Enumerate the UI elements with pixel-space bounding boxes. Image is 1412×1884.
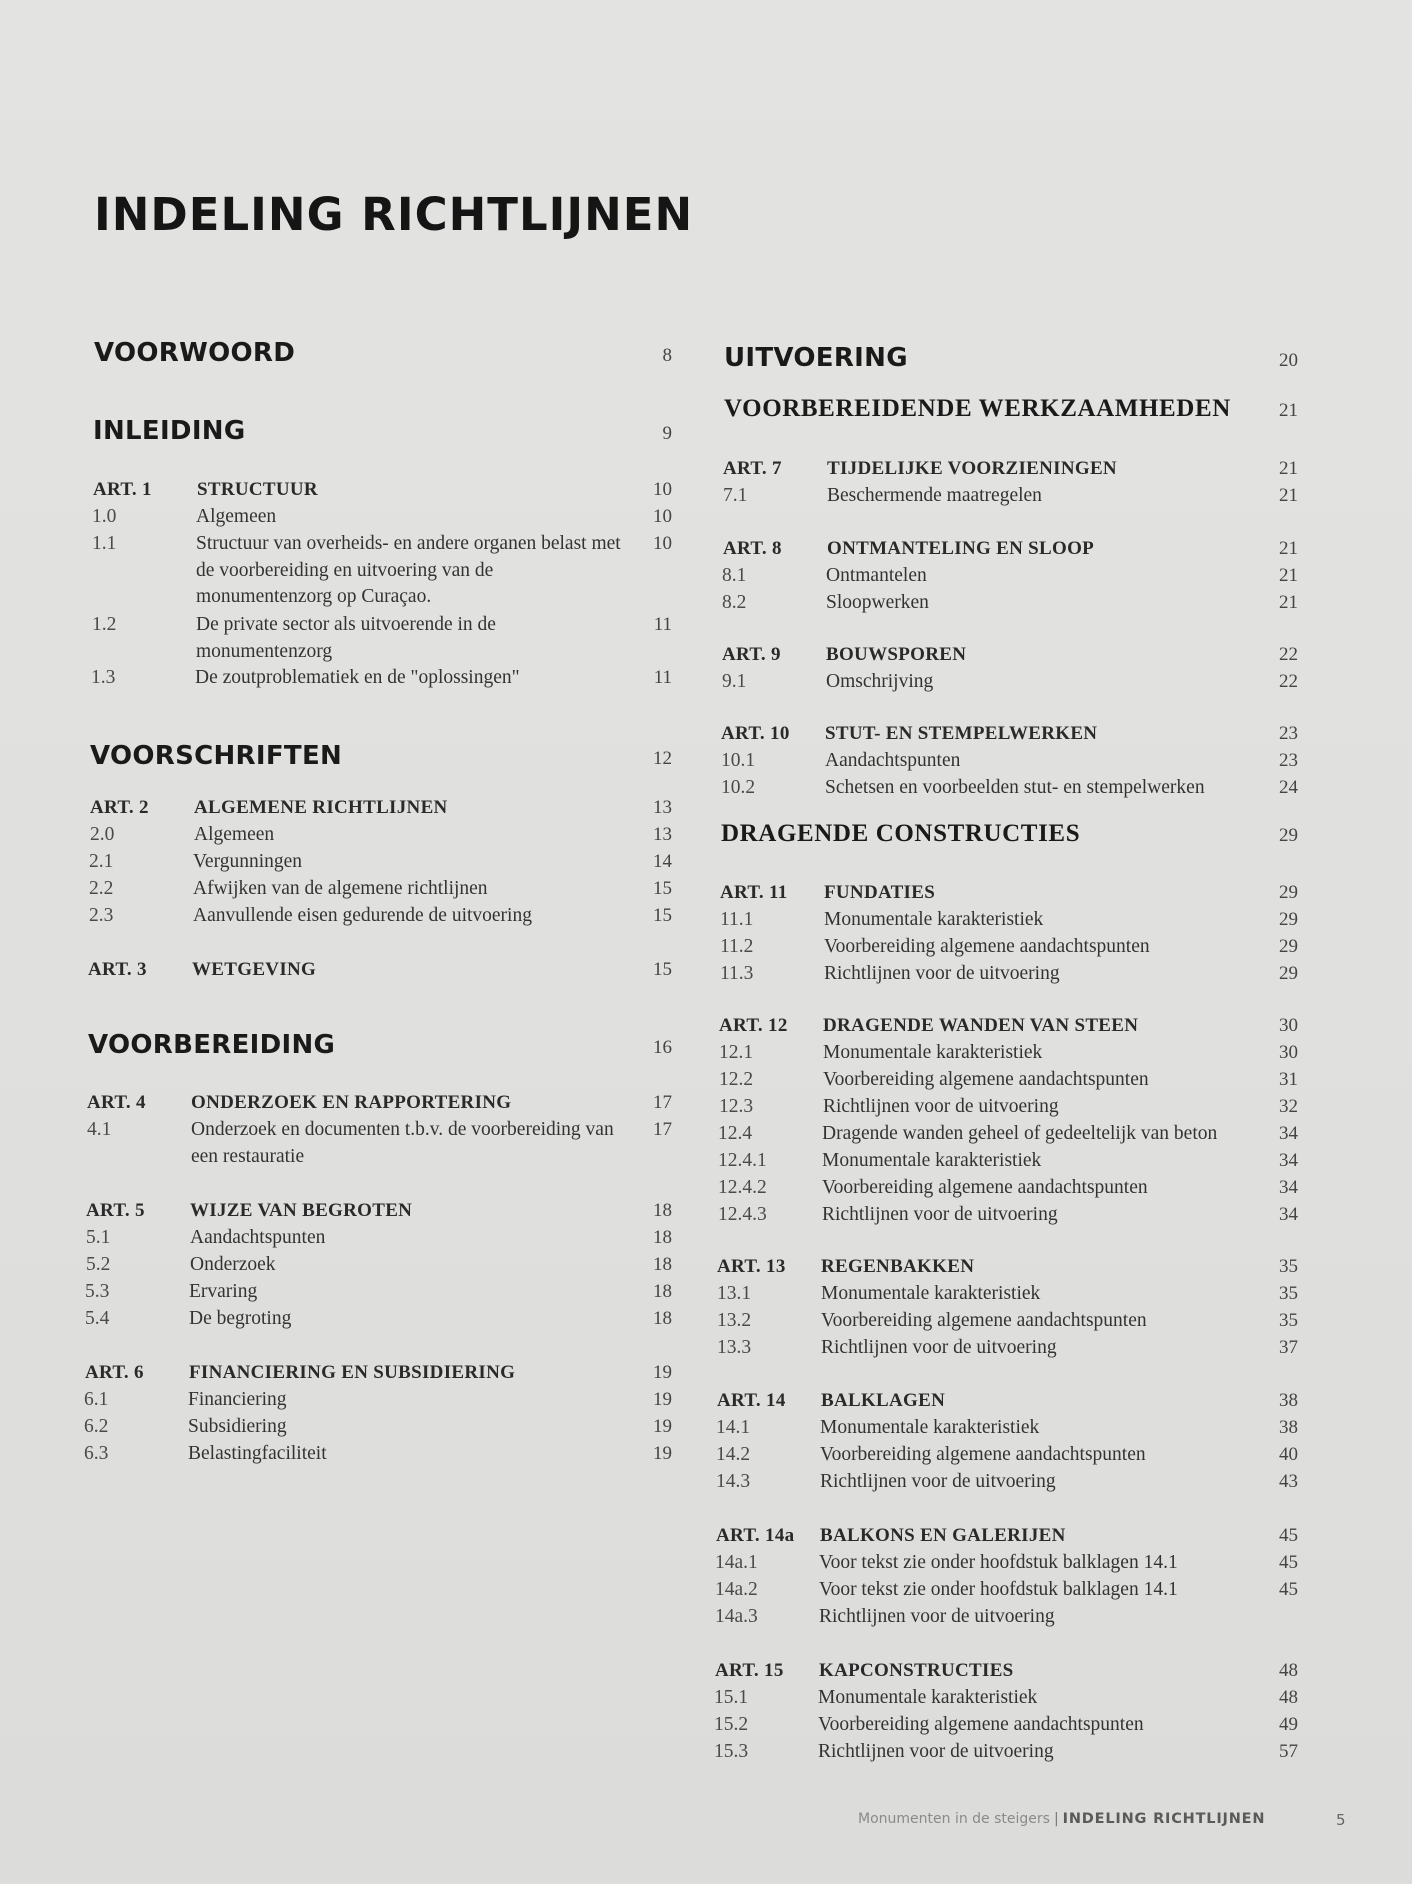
toc-page-number: 17 [653, 1119, 672, 1140]
toc-item-number: 8.2 [722, 592, 747, 613]
toc-item-label: Richtlijnen voor de uitvoering [819, 1606, 1055, 1627]
toc-item-label: Schetsen en voorbeelden stut- en stempelwerken [825, 777, 1205, 798]
toc-item-number: 14.1 [716, 1417, 751, 1438]
toc-item-number: 15.2 [714, 1714, 749, 1735]
toc-page-number: 29 [1279, 936, 1298, 957]
toc-item-number: 13.3 [717, 1337, 752, 1358]
toc-entry-row[interactable] [716, 1415, 1298, 1442]
toc-item-number: 14a.2 [715, 1579, 758, 1600]
footer-separator: | [1053, 1811, 1059, 1827]
toc-item-label: Omschrijving [826, 671, 934, 692]
toc-section-heading[interactable] [724, 343, 1298, 373]
toc-entry-row[interactable] [92, 531, 672, 611]
toc-entry-row[interactable] [92, 612, 672, 665]
toc-item-label: REGENBAKKEN [821, 1256, 975, 1277]
toc-entry-row[interactable] [716, 1469, 1298, 1496]
toc-item-number: 1.3 [91, 667, 116, 688]
toc-section-heading[interactable] [90, 741, 672, 771]
toc-page-number: 11 [653, 667, 672, 688]
toc-entry-row[interactable] [722, 563, 1298, 590]
toc-item-number: 8.1 [722, 565, 747, 586]
toc-section-heading[interactable] [724, 395, 1298, 423]
toc-entry-row[interactable] [86, 1252, 672, 1279]
toc-entry-row[interactable] [719, 1094, 1298, 1121]
toc-page-number: 17 [653, 1092, 672, 1113]
toc-section-heading[interactable] [93, 416, 672, 446]
toc-item-label: WIJZE VAN BEGROTEN [190, 1200, 413, 1221]
toc-page-number: 15 [653, 959, 672, 980]
toc-item-number: 6.3 [84, 1443, 109, 1464]
toc-page-number: 29 [1279, 825, 1298, 846]
toc-entry-row[interactable] [84, 1414, 672, 1441]
toc-page-number: 18 [653, 1227, 672, 1248]
toc-item-label: Ervaring [189, 1281, 258, 1302]
toc-page-number: 34 [1279, 1123, 1298, 1144]
toc-item-number: 11.2 [720, 936, 754, 957]
toc-entry-row[interactable] [719, 1040, 1298, 1067]
toc-item-label: TIJDELIJKE VOORZIENINGEN [827, 458, 1117, 479]
toc-entry-row[interactable] [714, 1739, 1298, 1766]
toc-page-number: 24 [1279, 777, 1298, 798]
toc-item-label: Beschermende maatregelen [827, 485, 1042, 506]
toc-item-number: 1.1 [92, 533, 117, 554]
toc-section-label: VOORBEREIDENDE WERKZAAMHEDEN [724, 395, 1231, 422]
toc-section-heading[interactable] [94, 338, 672, 368]
toc-entry-row[interactable] [721, 775, 1298, 802]
toc-item-label: Algemeen [196, 506, 277, 527]
toc-page-number: 9 [662, 423, 672, 444]
toc-entry-row[interactable] [714, 1685, 1298, 1712]
toc-article-row[interactable] [716, 1523, 1298, 1550]
toc-item-label: Aanvullende eisen gedurende de uitvoering [193, 905, 532, 926]
toc-item-number: 14.3 [716, 1471, 751, 1492]
toc-article-row[interactable] [88, 957, 672, 984]
toc-item-label: Algemeen [194, 824, 275, 845]
toc-article-row[interactable] [721, 721, 1298, 748]
toc-item-number: 5.4 [85, 1308, 110, 1329]
toc-page-number: 29 [1279, 882, 1298, 903]
toc-item-label: Richtlijnen voor de uitvoering [823, 1096, 1059, 1117]
footer-chapter: INDELING RICHTLIJNEN [1062, 1811, 1266, 1827]
toc-item-label: STUT- EN STEMPELWERKEN [825, 723, 1098, 744]
toc-page-number: 22 [1279, 644, 1298, 665]
toc-entry-row[interactable] [86, 1225, 672, 1252]
page-title: INDELING RICHTLIJNEN [94, 188, 694, 241]
toc-entry-row[interactable] [717, 1281, 1298, 1308]
toc-item-number: 10.2 [721, 777, 756, 798]
toc-item-number: 12.3 [719, 1096, 754, 1117]
toc-page-number: 10 [653, 533, 672, 554]
toc-item-number: 2.1 [89, 851, 114, 872]
page-number: 5 [1336, 1811, 1346, 1829]
toc-item-label: Ontmantelen [826, 565, 927, 586]
toc-item-number: 11.1 [720, 909, 754, 930]
toc-entry-row[interactable] [89, 903, 672, 930]
toc-page-number: 21 [1279, 485, 1298, 506]
toc-article-row[interactable] [87, 1090, 672, 1117]
toc-page-number: 21 [1279, 565, 1298, 586]
toc-item-number: 12.1 [719, 1042, 754, 1063]
toc-item-label: Richtlijnen voor de uitvoering [824, 963, 1060, 984]
toc-item-label: Monumentale karakteristiek [821, 1283, 1041, 1304]
toc-page-number: 13 [653, 824, 672, 845]
toc-item-number: ART. 10 [721, 723, 790, 744]
toc-item-label: WETGEVING [192, 959, 317, 980]
toc-item-number: 5.1 [86, 1227, 111, 1248]
toc-item-number: 15.3 [714, 1741, 749, 1762]
toc-page-number: 19 [653, 1443, 672, 1464]
toc-item-label: Structuur van overheids- en andere organen belast met de voorbereiding en uitvoering van de monumentenzorg op Curaçao. [196, 533, 621, 607]
toc-article-row[interactable] [717, 1254, 1298, 1281]
toc-item-label: FUNDATIES [824, 882, 936, 903]
toc-page-number: 16 [653, 1037, 672, 1058]
toc-item-label: Afwijken van de algemene richtlijnen [193, 878, 488, 899]
toc-page-number: 11 [653, 614, 672, 635]
toc-item-label: Monumentale karakteristiek [820, 1417, 1040, 1438]
toc-page-number: 48 [1279, 1660, 1298, 1681]
toc-item-number: 6.2 [84, 1416, 109, 1437]
toc-item-label: Voor tekst zie onder hoofdstuk balklagen 14.1 [819, 1579, 1178, 1600]
toc-entry-row[interactable] [87, 1117, 672, 1170]
toc-article-row[interactable] [86, 1198, 672, 1225]
toc-item-label: De begroting [189, 1308, 292, 1329]
toc-item-label: BOUWSPOREN [826, 644, 967, 665]
toc-item-number: ART. 1 [93, 479, 152, 500]
toc-entry-row[interactable] [721, 748, 1298, 775]
toc-item-number: ART. 11 [720, 882, 788, 903]
toc-page-number: 45 [1279, 1552, 1298, 1573]
toc-item-number: 2.3 [89, 905, 114, 926]
toc-page-number: 45 [1279, 1579, 1298, 1600]
toc-page-number: 29 [1279, 963, 1298, 984]
toc-entry-row[interactable] [718, 1175, 1298, 1202]
toc-item-label: KAPCONSTRUCTIES [819, 1660, 1014, 1681]
toc-entry-row[interactable] [715, 1577, 1298, 1604]
toc-item-number: 2.2 [89, 878, 114, 899]
toc-item-label: BALKLAGEN [821, 1390, 946, 1411]
toc-page-number: 37 [1279, 1337, 1298, 1358]
toc-entry-row[interactable] [723, 483, 1298, 510]
toc-page-number: 19 [653, 1416, 672, 1437]
toc-page-number: 19 [653, 1389, 672, 1410]
toc-article-row[interactable] [719, 1013, 1298, 1040]
toc-item-label: Sloopwerken [826, 592, 929, 613]
toc-item-number: 12.2 [719, 1069, 754, 1090]
toc-section-label: UITVOERING [724, 343, 908, 373]
toc-entry-row[interactable] [90, 822, 672, 849]
toc-page-number: 18 [653, 1308, 672, 1329]
toc-item-label: Richtlijnen voor de uitvoering [818, 1741, 1054, 1762]
toc-entry-row[interactable] [85, 1306, 672, 1333]
toc-entry-row[interactable] [720, 907, 1298, 934]
toc-entry-row[interactable] [89, 876, 672, 903]
running-footer [858, 1811, 1265, 1827]
toc-page-number: 23 [1279, 750, 1298, 771]
toc-page-number: 8 [662, 345, 672, 366]
toc-item-number: 11.3 [720, 963, 754, 984]
toc-page-number: 21 [1279, 458, 1298, 479]
toc-page-number: 49 [1279, 1714, 1298, 1735]
footer-book-title: Monumenten in de steigers [858, 1811, 1050, 1827]
toc-article-row[interactable] [93, 477, 672, 504]
toc-item-number: 4.1 [87, 1119, 112, 1140]
toc-item-number: ART. 5 [86, 1200, 145, 1221]
toc-item-label: Aandachtspunten [825, 750, 961, 771]
toc-item-number: 12.4.3 [718, 1204, 767, 1225]
toc-page-number: 57 [1279, 1741, 1298, 1762]
toc-page-number: 15 [653, 878, 672, 899]
toc-item-label: Monumentale karakteristiek [822, 1150, 1042, 1171]
toc-item-label: ONTMANTELING EN SLOOP [827, 538, 1095, 559]
toc-page-number: 29 [1279, 909, 1298, 930]
toc-page-number: 43 [1279, 1471, 1298, 1492]
toc-page-number: 23 [1279, 723, 1298, 744]
toc-page-number: 40 [1279, 1444, 1298, 1465]
toc-item-label: De zoutproblematiek en de "oplossingen" [195, 667, 520, 688]
toc-item-number: 1.2 [92, 614, 117, 635]
toc-page-number: 30 [1279, 1015, 1298, 1036]
toc-item-number: 10.1 [721, 750, 756, 771]
toc-item-label: Monumentale karakteristiek [824, 909, 1044, 930]
toc-section-label: INLEIDING [93, 416, 246, 446]
toc-item-label: Voorbereiding algemene aandachtspunten [823, 1069, 1149, 1090]
toc-item-number: ART. 7 [723, 458, 782, 479]
toc-page-number: 30 [1279, 1042, 1298, 1063]
toc-item-label: ONDERZOEK EN RAPPORTERING [191, 1092, 512, 1113]
toc-entry-row[interactable] [720, 934, 1298, 961]
toc-item-label: Voorbereiding algemene aandachtspunten [822, 1177, 1148, 1198]
toc-section-label: DRAGENDE CONSTRUCTIES [721, 820, 1081, 847]
toc-item-label: Monumentale karakteristiek [818, 1687, 1038, 1708]
toc-page-number: 18 [653, 1254, 672, 1275]
toc-page-number: 21 [1279, 592, 1298, 613]
toc-item-number: 15.1 [714, 1687, 749, 1708]
toc-item-label: De private sector als uitvoerende in de monumentenzorg [196, 614, 496, 662]
toc-entry-row[interactable] [722, 669, 1298, 696]
toc-page-number: 31 [1279, 1069, 1298, 1090]
toc-page-number: 12 [653, 748, 672, 769]
toc-article-row[interactable] [720, 880, 1298, 907]
toc-page-number: 38 [1279, 1390, 1298, 1411]
toc-page-number: 10 [653, 479, 672, 500]
toc-page-number: 45 [1279, 1525, 1298, 1546]
toc-item-label: FINANCIERING EN SUBSIDIERING [189, 1362, 516, 1383]
toc-entry-row[interactable] [84, 1387, 672, 1414]
toc-item-label: DRAGENDE WANDEN VAN STEEN [823, 1015, 1139, 1036]
toc-item-label: Richtlijnen voor de uitvoering [820, 1471, 1056, 1492]
toc-article-row[interactable] [715, 1658, 1298, 1685]
toc-item-number: 12.4.1 [718, 1150, 767, 1171]
toc-section-heading[interactable] [721, 820, 1298, 848]
toc-item-number: 13.1 [717, 1283, 752, 1304]
toc-page-number: 13 [653, 797, 672, 818]
toc-page-number: 21 [1279, 538, 1298, 559]
toc-item-label: Voorbereiding algemene aandachtspunten [818, 1714, 1144, 1735]
toc-item-label: STRUCTUUR [197, 479, 318, 500]
toc-item-number: ART. 14 [717, 1390, 786, 1411]
toc-item-number: 14a.3 [715, 1606, 758, 1627]
toc-item-number: ART. 6 [85, 1362, 144, 1383]
toc-entry-row[interactable] [716, 1442, 1298, 1469]
toc-article-row[interactable] [723, 536, 1298, 563]
toc-page-number: 34 [1279, 1204, 1298, 1225]
toc-item-label: Voor tekst zie onder hoofdstuk balklagen 14.1 [819, 1552, 1178, 1573]
toc-item-number: ART. 15 [715, 1660, 784, 1681]
toc-page-number: 21 [1279, 400, 1298, 421]
toc-item-number: 7.1 [723, 485, 748, 506]
toc-page-number: 19 [653, 1362, 672, 1383]
toc-item-label: Subsidiering [188, 1416, 287, 1437]
toc-item-label: Financiering [188, 1389, 287, 1410]
toc-item-number: 2.0 [90, 824, 115, 845]
toc-page-number: 34 [1279, 1150, 1298, 1171]
toc-item-label: Aandachtspunten [190, 1227, 326, 1248]
toc-entry-row[interactable] [91, 665, 672, 692]
toc-article-row[interactable] [723, 456, 1298, 483]
toc-item-label: Voorbereiding algemene aandachtspunten [821, 1310, 1147, 1331]
toc-item-number: 5.2 [86, 1254, 111, 1275]
toc-entry-row[interactable] [717, 1335, 1298, 1362]
toc-entry-row[interactable] [714, 1712, 1298, 1739]
toc-page-number: 48 [1279, 1687, 1298, 1708]
toc-item-label: Voorbereiding algemene aandachtspunten [820, 1444, 1146, 1465]
toc-section-label: VOORBEREIDING [88, 1030, 336, 1060]
toc-item-number: ART. 2 [90, 797, 149, 818]
toc-page-number: 34 [1279, 1177, 1298, 1198]
toc-entry-row[interactable] [715, 1550, 1298, 1577]
toc-item-number: 5.3 [85, 1281, 110, 1302]
toc-entry-row[interactable] [718, 1202, 1298, 1229]
toc-section-label: VOORWOORD [94, 338, 296, 368]
toc-page-number: 22 [1279, 671, 1298, 692]
toc-item-label: BALKONS EN GALERIJEN [820, 1525, 1066, 1546]
toc-article-row[interactable] [90, 795, 672, 822]
toc-page-number: 20 [1279, 350, 1298, 371]
toc-page-number: 14 [653, 851, 672, 872]
toc-item-label: Belastingfaciliteit [188, 1443, 327, 1464]
toc-item-label: Monumentale karakteristiek [823, 1042, 1043, 1063]
toc-entry-row[interactable] [720, 961, 1298, 988]
toc-entry-row[interactable] [718, 1148, 1298, 1175]
toc-item-label: Richtlijnen voor de uitvoering [821, 1337, 1057, 1358]
toc-item-number: 9.1 [722, 671, 747, 692]
toc-entry-row[interactable] [722, 590, 1298, 617]
toc-item-number: ART. 13 [717, 1256, 786, 1277]
toc-entry-row[interactable] [718, 1121, 1298, 1148]
toc-item-label: ALGEMENE RICHTLIJNEN [194, 797, 448, 818]
toc-page-number: 18 [653, 1200, 672, 1221]
toc-page-number: 10 [653, 506, 672, 527]
toc-item-number: ART. 12 [719, 1015, 788, 1036]
toc-article-row[interactable] [722, 642, 1298, 669]
toc-item-number: 12.4.2 [718, 1177, 767, 1198]
toc-entry-row[interactable] [92, 504, 672, 531]
toc-page-number: 32 [1279, 1096, 1298, 1117]
toc-entry-row[interactable] [717, 1308, 1298, 1335]
toc-page-number: 35 [1279, 1283, 1298, 1304]
toc-item-label: Voorbereiding algemene aandachtspunten [824, 936, 1150, 957]
toc-item-label: Onderzoek [190, 1254, 276, 1275]
toc-page-number: 15 [653, 905, 672, 926]
toc-entry-row[interactable] [89, 849, 672, 876]
toc-item-number: 13.2 [717, 1310, 752, 1331]
toc-section-label: VOORSCHRIFTEN [90, 741, 343, 771]
toc-item-label: Dragende wanden geheel of gedeeltelijk van beton [822, 1123, 1218, 1144]
toc-page-number: 18 [653, 1281, 672, 1302]
toc-item-number: 14.2 [716, 1444, 751, 1465]
toc-item-number: 14a.1 [715, 1552, 758, 1573]
toc-item-number: 12.4 [718, 1123, 753, 1144]
toc-item-number: 6.1 [84, 1389, 109, 1410]
toc-page-number: 35 [1279, 1256, 1298, 1277]
toc-item-number: ART. 14a [716, 1525, 795, 1546]
toc-page-number: 38 [1279, 1417, 1298, 1438]
toc-entry-row[interactable] [715, 1604, 1298, 1631]
toc-item-label: Richtlijnen voor de uitvoering [822, 1204, 1058, 1225]
toc-entry-row[interactable] [719, 1067, 1298, 1094]
toc-item-number: ART. 8 [723, 538, 782, 559]
toc-item-number: ART. 3 [88, 959, 147, 980]
toc-item-label: Vergunningen [193, 851, 303, 872]
toc-item-number: ART. 4 [87, 1092, 146, 1113]
toc-page-number: 35 [1279, 1310, 1298, 1331]
toc-section-heading[interactable] [88, 1030, 672, 1060]
toc-entry-row[interactable] [85, 1279, 672, 1306]
toc-article-row[interactable] [85, 1360, 672, 1387]
toc-item-number: ART. 9 [722, 644, 781, 665]
toc-article-row[interactable] [717, 1388, 1298, 1415]
toc-item-label: Onderzoek en documenten t.b.v. de voorbereiding van een restauratie [191, 1119, 614, 1167]
toc-item-number: 1.0 [92, 506, 117, 527]
toc-entry-row[interactable] [84, 1441, 672, 1468]
